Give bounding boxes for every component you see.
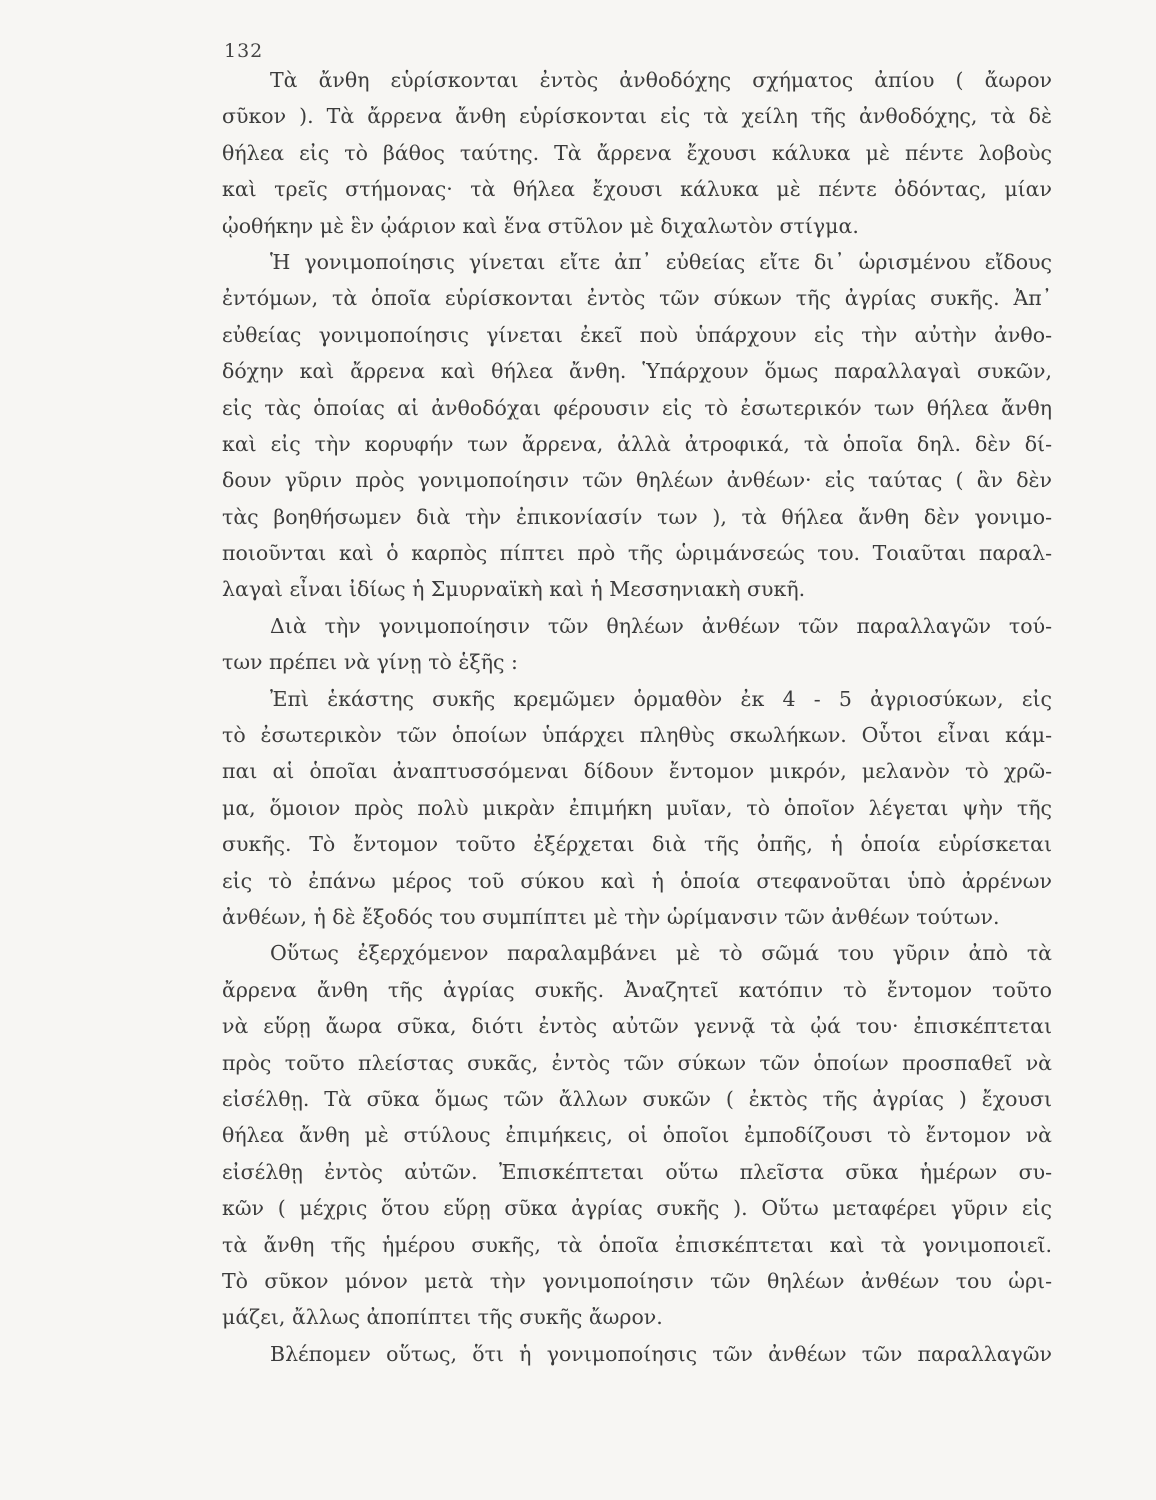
text-line: Ἡ γονιμοποίησις γίνεται εἴτε ἀπ᾽ εὐθείας εἴτε δι᾽ ὡρισμένου εἴδους (270, 249, 1052, 274)
text-line: παι αἱ ὁποῖαι ἀναπτυσσόμεναι δίδουν ἔντομον μικρόν, μελανὸν τὸ χρῶ- (222, 759, 1052, 784)
text-line: σῦκον ). Τὰ ἄρρενα ἄνθη εὑρίσκονται εἰς τὰ χείλη τῆς ἀνθοδόχης, τὰ δὲ (222, 104, 1052, 129)
text-line: καὶ εἰς τὴν κορυφήν των ἄρρενα, ἀλλὰ ἀτροφικά, τὰ ὁποῖα δηλ. δὲν δί- (222, 431, 1052, 456)
text-line: λαγαὶ εἶναι ἰδίως ἡ Σμυρναϊκὴ καὶ ἡ Μεσσηνιακὴ συκῆ. (222, 577, 806, 602)
text-line: μάζει, ἄλλως ἀποπίπτει τῆς συκῆς ἄωρον. (222, 1305, 663, 1330)
text-line: Ἐπὶ ἑκάστης συκῆς κρεμῶμεν ὁρμαθὸν ἐκ 4 - 5 ἀγριοσύκων, εἰς (270, 686, 1052, 711)
text-line: Βλέπομεν οὕτως, ὅτι ἡ γονιμοποίησις τῶν ἀνθέων τῶν παραλλαγῶν (270, 1341, 1052, 1366)
text-line: θήλεα ἄνθη μὲ στύλους ἐπιμήκεις, οἱ ὁποῖοι ἐμποδίζουσι τὸ ἔντομον νὰ (222, 1123, 1052, 1148)
text-line: ποιοῦνται καὶ ὁ καρπὸς πίπτει πρὸ τῆς ὡριμάνσεώς του. Τοιαῦται παραλ- (222, 541, 1052, 566)
text-line: συκῆς. Τὸ ἔντομον τοῦτο ἐξέρχεται διὰ τῆς ὀπῆς, ἡ ὁποία εὑρίσκεται (222, 832, 1052, 857)
text-line: θήλεα εἰς τὸ βάθος ταύτης. Τὰ ἄρρενα ἔχουσι κάλυκα μὲ πέντε λοβοὺς (222, 140, 1052, 165)
text-line: πρὸς τοῦτο πλείστας συκᾶς, ἐντὸς τῶν σύκων τῶν ὁποίων προσπαθεῖ νὰ (222, 1050, 1052, 1075)
text-line: εἰσέλθῃ. Τὰ σῦκα ὅμως τῶν ἄλλων συκῶν ( ἐκτὸς τῆς ἀγρίας ) ἔχουσι (222, 1086, 1052, 1111)
text-line: καὶ τρεῖς στήμονας· τὰ θήλεα ἔχουσι κάλυκα μὲ πέντε ὀδόντας, μίαν (222, 177, 1052, 202)
text-line: κῶν ( μέχρις ὅτου εὕρῃ σῦκα ἀγρίας συκῆς ). Οὕτω μεταφέρει γῦριν εἰς (222, 1196, 1052, 1221)
body-text (222, 62, 1052, 1372)
text-line: εὐθείας γονιμοποίησις γίνεται ἐκεῖ ποὺ ὑπάρχουν εἰς τὴν αὐτὴν ἀνθο- (222, 322, 1052, 347)
text-line: Τὰ ἄνθη εὑρίσκονται ἐντὸς ἀνθοδόχης σχήματος ἀπίου ( ἄωρον (270, 68, 1052, 92)
text-line: Διὰ τὴν γονιμοποίησιν τῶν θηλέων ἀνθέων τῶν παραλλαγῶν τού- (270, 613, 1052, 638)
text-line: τὰ ἄνθη τῆς ἡμέρου συκῆς, τὰ ὁποῖα ἐπισκέπτεται καὶ τὰ γονιμοποιεῖ. (222, 1232, 1052, 1257)
page-number: 132 (224, 40, 264, 62)
text-line: τὸ ἐσωτερικὸν τῶν ὁποίων ὑπάρχει πληθὺς σκωλήκων. Οὗτοι εἶναι κάμ- (222, 723, 1052, 748)
text-line: δόχην καὶ ἄρρενα καὶ θήλεα ἄνθη. Ὑπάρχουν ὅμως παραλλαγαὶ συκῶν, (222, 359, 1052, 384)
text-line: ἐντόμων, τὰ ὁποῖα εὑρίσκονται ἐντὸς τῶν σύκων τῆς ἀγρίας συκῆς. Ἀπ᾽ (222, 286, 1052, 311)
text-line: τὰς βοηθήσωμεν διὰ τὴν ἐπικονίασίν των ), τὰ θήλεα ἄνθη δὲν γονιμο- (222, 504, 1052, 529)
text-line: Τὸ σῦκον μόνον μετὰ τὴν γονιμοποίησιν τῶν θηλέων ἀνθέων του ὡρι- (222, 1268, 1052, 1293)
text-line: εἰσέλθῃ ἐντὸς αὐτῶν. Ἐπισκέπτεται οὕτω πλεῖστα σῦκα ἡμέρων συ- (222, 1159, 1052, 1184)
text-line: μα, ὅμοιον πρὸς πολὺ μικρὰν ἐπιμήκη μυῖαν, τὸ ὁποῖον λέγεται ψὴν τῆς (222, 795, 1052, 820)
text-line: ᾠοθήκην μὲ ἓν ᾠάριον καὶ ἕνα στῦλον μὲ διχαλωτὸν στίγμα. (222, 213, 859, 238)
text-line: Οὕτως ἐξερχόμενον παραλαμβάνει μὲ τὸ σῶμά του γῦριν ἀπὸ τὰ (270, 941, 1052, 966)
text-line: δουν γῦριν πρὸς γονιμοποίησιν τῶν θηλέων ἀνθέων· εἰς ταύτας ( ἂν δὲν (222, 468, 1052, 493)
text-line: ἄρρενα ἄνθη τῆς ἀγρίας συκῆς. Ἀναζητεῖ κατόπιν τὸ ἔντομον τοῦτο (222, 977, 1052, 1002)
text-line: εἰς τὸ ἐπάνω μέρος τοῦ σύκου καὶ ἡ ὁποία στεφανοῦται ὑπὸ ἀρρένων (222, 868, 1052, 893)
text-line: των πρέπει νὰ γίνῃ τὸ ἑξῆς : (222, 650, 518, 675)
text-line: νὰ εὕρῃ ἄωρα σῦκα, διότι ἐντὸς αὐτῶν γεννᾷ τὰ ᾠά του· ἐπισκέπτεται (222, 1014, 1052, 1039)
text-line: εἰς τὰς ὁποίας αἱ ἀνθοδόχαι φέρουσιν εἰς τὸ ἐσωτερικόν των θήλεα ἄνθη (222, 395, 1052, 420)
text-line: ἀνθέων, ἡ δὲ ἔξοδός του συμπίπτει μὲ τὴν ὡρίμανσιν τῶν ἀνθέων τούτων. (222, 904, 1000, 929)
